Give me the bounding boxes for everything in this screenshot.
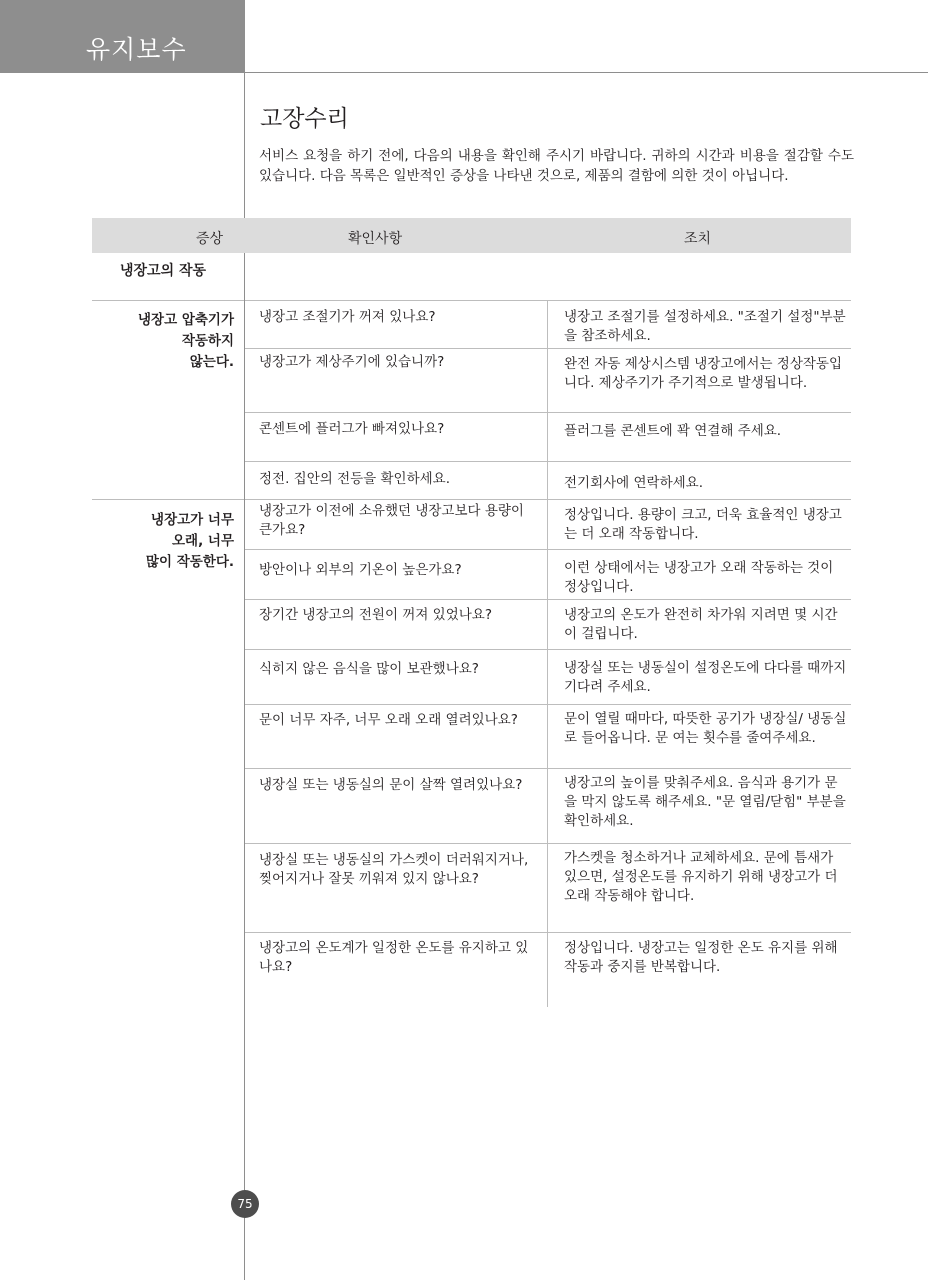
top-divider [0,72,928,73]
row-divider [245,932,851,933]
intro-paragraph: 서비스 요청을 하기 전에, 다음의 내용을 확인해 주시기 바랍니다. 귀하의 시간과 비용을 절감할 수도 있습니다. 다음 목록은 일반적인 증상을 나타낸 것으로, 제품의 결함에 의한 것이 아닙니다. [259,148,854,184]
row-divider [245,300,851,301]
action-cell: 정상입니다. 용량이 크고, 더욱 효율적인 냉장고는 더 오래 작동합니다. [564,507,842,542]
check-cell: 냉장고가 이전에 소유했던 냉장고보다 용량이 큰가요? [259,503,524,538]
row-divider [245,461,851,462]
row-divider [245,649,851,650]
row-divider [245,704,851,705]
symptom-compressor [138,310,234,373]
action-cell: 가스켓을 청소하거나 교체하세요. 문에 틈새가 있으면, 설정온도를 유지하기 위해 냉장고가 더 오래 작동해야 합니다. [564,850,838,904]
section-tab [0,0,245,72]
symptom-line: 오래, 너무 [172,533,234,549]
check-cell: 냉장고의 온도계가 일정한 온도를 유지하고 있나요? [259,940,529,975]
row-divider [245,768,851,769]
category-heading: 냉장고의 작동 [120,263,207,279]
symptom-runs-too-long [146,510,234,573]
action-cell: 냉장고의 온도가 완전히 차가워 지려면 몇 시간이 걸립니다. [564,607,838,642]
row-divider [245,843,851,844]
check-cell: 장기간 냉장고의 전원이 꺼져 있었나요? [259,607,492,623]
action-cell: 문이 열릴 때마다, 따뜻한 공기가 냉장실/ 냉동실로 들어옵니다. 문 여는 횟수를 줄여주세요. [564,711,847,746]
symptom-line: 냉장고가 너무 [151,512,234,528]
action-cell: 플러그를 콘센트에 꽉 연결해 주세요. [564,423,782,439]
check-cell: 냉장실 또는 냉동실의 문이 살짝 열려있나요? [259,777,523,793]
action-cell: 전기회사에 연락하세요. [564,475,703,491]
symptom-line: 않는다. [189,354,234,370]
action-cell: 냉장실 또는 냉동실이 설정온도에 다다를 때까지 기다려 주세요. [564,660,847,695]
column-divider [547,300,548,1007]
symptom-line: 냉장고 압축기가 [138,312,234,328]
page-title: 고장수리 [260,106,349,132]
row-divider [245,549,851,550]
group-divider [92,499,244,500]
row-divider [245,599,851,600]
section-label: 유지보수 [86,35,187,64]
check-cell: 콘센트에 플러그가 빠져있나요? [259,421,445,437]
row-divider [245,499,851,500]
check-cell: 냉장고가 제상주기에 있습니까? [259,354,445,370]
action-cell: 냉장고 조절기를 설정하세요. "조절기 설정"부분을 참조하세요. [564,309,846,344]
action-cell: 이런 상태에서는 냉장고가 오래 작동하는 것이 정상입니다. [564,560,834,595]
symptom-line: 많이 작동한다. [145,554,234,570]
header-action: 조치 [684,231,712,247]
check-cell: 정전. 집안의 전등을 확인하세요. [259,471,450,487]
row-divider [245,412,851,413]
group-divider [92,300,244,301]
action-cell: 냉장고의 높이를 맞춰주세요. 음식과 용기가 문을 막지 않도록 해주세요. "문 열림/닫힘" 부분을 확인하세요. [564,775,846,829]
table-header [92,218,851,253]
page-number: 75 [231,1190,259,1218]
check-cell: 냉장고 조절기가 꺼져 있나요? [259,309,436,325]
header-symptom: 증상 [196,231,224,247]
action-cell: 정상입니다. 냉장고는 일정한 온도 유지를 위해 작동과 중지를 반복합니다. [564,940,838,975]
row-divider [245,348,851,349]
check-cell: 식히지 않은 음식을 많이 보관했나요? [259,661,479,677]
check-cell: 문이 너무 자주, 너무 오래 오래 열려있나요? [259,712,518,728]
symptom-line: 작동하지 [181,333,234,349]
action-cell: 완전 자동 제상시스템 냉장고에서는 정상작동입니다. 제상주기가 주기적으로 발생됩니다. [564,356,842,391]
check-cell: 방안이나 외부의 기온이 높은가요? [259,562,462,578]
header-check: 확인사항 [348,231,403,247]
check-cell: 냉장실 또는 냉동실의 가스켓이 더러워지거나, 찢어지거나 잘못 끼워져 있지 않나요? [259,852,529,887]
margin-divider [244,0,245,1280]
